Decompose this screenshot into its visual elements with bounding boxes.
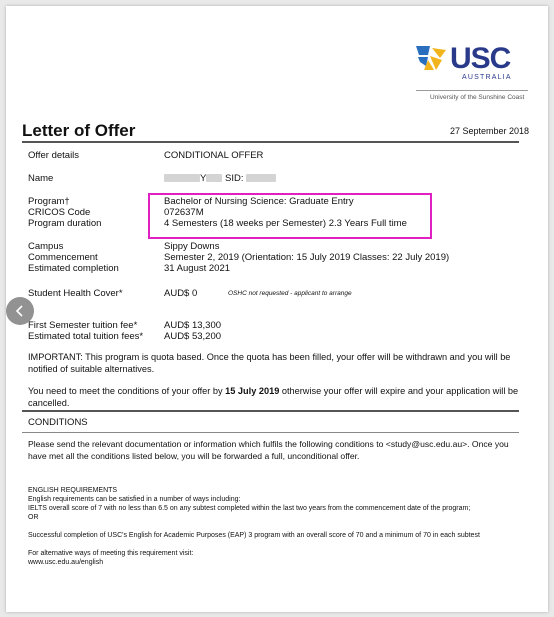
conditions-deadline-notice (28, 385, 520, 409)
conditions-top-divider (22, 410, 519, 412)
campus-value: Sippy Downs (164, 241, 220, 252)
commencement-value: Semester 2, 2019 (Orientation: 15 July 2019 Classes: 22 July 2019) (164, 252, 450, 263)
name-redaction (164, 174, 200, 182)
commencement-label: Commencement (28, 252, 98, 263)
cricos-label: CRICOS Code (28, 207, 91, 218)
english-url-link[interactable]: www.usc.edu.au/english (28, 559, 104, 566)
deadline-date: 15 July 2019 (225, 386, 280, 396)
health-cover-note: OSHC not requested - applicant to arrange (228, 290, 352, 297)
completion-label: Estimated completion (28, 263, 119, 274)
total-fee-value: AUD$ 53,200 (164, 331, 222, 342)
deadline-text-after: otherwise your offer will expire and your application will be cancelled. (28, 386, 519, 408)
offer-details-value: CONDITIONAL OFFER (164, 150, 264, 161)
english-line-1: English requirements can be satisfied in a number of ways including: (28, 496, 241, 503)
logo-country: AUSTRALIA (462, 74, 512, 81)
logo-wordmark: USC (450, 42, 511, 75)
important-notice: IMPORTANT: This program is quota based. Once the quota has been filled, your offer will be withdrawn and you will be notified of suitable alternatives. (28, 352, 511, 374)
english-line-2: IELTS overall score of 7 with no less than 6.5 on any subtest completed within the last two years from the commencement date of the program; (28, 505, 471, 512)
logo-university-name: University of the Sunshine Coast (430, 94, 525, 101)
duration-label: Program duration (28, 218, 102, 229)
duration-value: 4 Semesters (18 weeks per Semester) 2.3 Years Full time (164, 218, 407, 229)
name-label: Name (28, 173, 54, 184)
sunshine-logo-icon (416, 46, 448, 72)
letter-page (6, 6, 548, 612)
deadline-text-before: You need to meet the conditions of your offer by (28, 386, 226, 396)
previous-page-button[interactable] (6, 297, 34, 325)
first-semester-fee-label: First Semester tuition fee* (28, 320, 138, 331)
health-cover-value: AUD$ 0 (164, 288, 198, 299)
alternative-ways-line: For alternative ways of meeting this requirement visit: (28, 550, 194, 557)
conditions-intro: Please send the relevant documentation or information which fulfils the following conditions to <study@usc.edu.au>. Once you have met all the conditions listed below, you will be forwarded a full, unconditional offer. (28, 439, 509, 461)
name-partial: Y (200, 173, 207, 184)
sid-label: SID: (224, 173, 244, 184)
letter-title: Letter of Offer (22, 121, 136, 140)
program-value: Bachelor of Nursing Science: Graduate Entry (164, 196, 354, 207)
cricos-value: 072637M (164, 207, 204, 218)
campus-label: Campus (28, 241, 64, 252)
sid-redaction (246, 174, 276, 182)
title-divider (22, 141, 519, 143)
name-value (164, 173, 276, 184)
program-label: Program† (28, 196, 70, 207)
offer-details-label: Offer details (28, 150, 80, 161)
name-redaction-2 (206, 174, 222, 182)
usc-logo (416, 38, 528, 106)
logo-divider (416, 90, 528, 91)
completion-value: 31 August 2021 (164, 263, 231, 274)
health-cover-label: Student Health Cover* (28, 288, 123, 299)
eap-requirement: Successful completion of USC's English for Academic Purposes (EAP) 3 program with an overall score of 70 and a minimum of 70 in each subtest (28, 532, 480, 539)
english-heading: ENGLISH REQUIREMENTS (28, 487, 118, 494)
english-or: OR (28, 514, 39, 521)
total-fee-label: Estimated total tuition fees* (28, 331, 144, 342)
first-semester-fee-value: AUD$ 13,300 (164, 320, 222, 331)
chevron-left-icon (14, 304, 26, 318)
letter-date: 27 September 2018 (450, 126, 530, 136)
conditions-heading-divider (22, 432, 519, 433)
conditions-heading: CONDITIONS (28, 417, 88, 428)
